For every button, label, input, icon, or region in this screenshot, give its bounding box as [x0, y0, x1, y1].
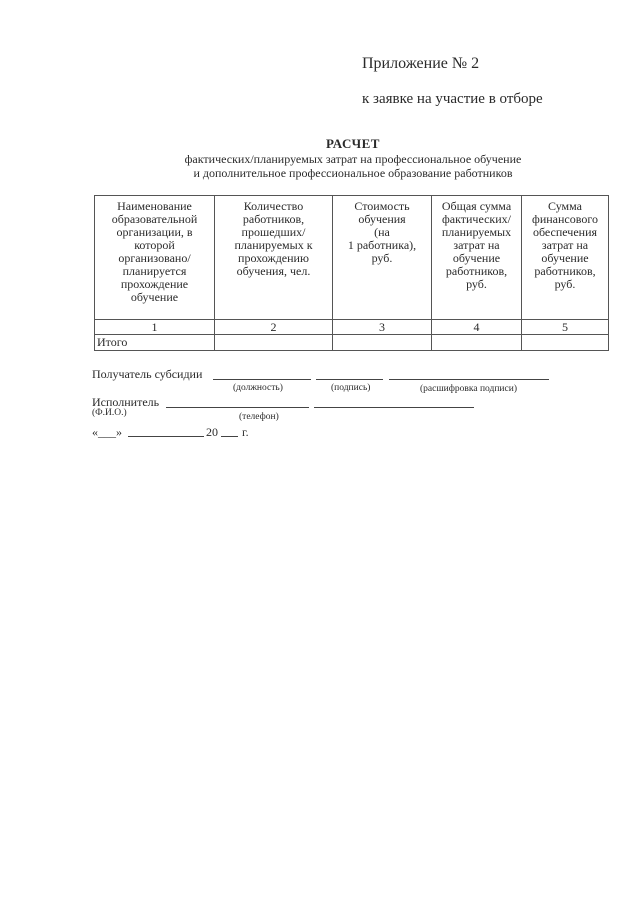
signature-hint: (подпись)	[331, 383, 371, 393]
total-label: Итого	[95, 335, 215, 351]
column-number: 2	[215, 320, 333, 335]
column-number: 4	[432, 320, 522, 335]
column-number: 5	[522, 320, 609, 335]
column-header-employee-count: Количество работников, прошедших/ планируемых к прохождению обучения, чел.	[215, 196, 333, 320]
date-month-line[interactable]	[128, 436, 204, 437]
document-subtitle-line-1: фактических/планируемых затрат на профессиональное обучение	[184, 152, 522, 166]
phone-hint: (телефон)	[239, 412, 279, 422]
column-header-total-costs: Общая сумма фактических/ планируемых затрат на обучение работников, руб.	[432, 196, 522, 320]
appendix-title: Приложение № 2	[362, 55, 480, 72]
year-prefix: 20	[206, 425, 218, 439]
column-number: 3	[333, 320, 432, 335]
date-day: «___»	[92, 425, 122, 439]
column-header-subsidy-amount: Сумма финансового обеспечения затрат на обучение работников, руб.	[522, 196, 609, 320]
total-cell[interactable]	[432, 335, 522, 351]
executor-phone-line[interactable]	[314, 407, 474, 408]
total-row	[95, 335, 609, 351]
document-subtitle-line-2: и дополнительное профессиональное образование работников	[193, 166, 513, 180]
column-number-row	[95, 320, 609, 335]
fio-hint: (Ф.И.О.)	[92, 408, 127, 418]
total-cell[interactable]	[333, 335, 432, 351]
total-cell[interactable]	[522, 335, 609, 351]
position-hint: (должность)	[233, 383, 283, 393]
recipient-label: Получатель субсидии	[92, 367, 203, 381]
year-line[interactable]	[221, 436, 238, 437]
table-header-row	[95, 196, 609, 320]
signature-line[interactable]	[316, 379, 383, 380]
document-title: РАСЧЕТ	[326, 136, 380, 151]
column-number: 1	[95, 320, 215, 335]
column-header-organization: Наименование образовательной организации, в которой организовано/ планируется прохождение обучение	[95, 196, 215, 320]
decoding-line[interactable]	[389, 379, 549, 380]
decoding-hint: (расшифровка подписи)	[420, 384, 517, 394]
appendix-subtitle: к заявке на участие в отборе	[362, 91, 543, 107]
executor-name-line[interactable]	[166, 407, 309, 408]
total-cell[interactable]	[215, 335, 333, 351]
year-suffix: г.	[242, 425, 249, 439]
position-line[interactable]	[213, 379, 311, 380]
executor-label: Исполнитель	[92, 395, 160, 409]
calculation-table	[94, 195, 609, 351]
column-header-cost-per-employee: Стоимость обучения (на 1 работника), руб.	[333, 196, 432, 320]
